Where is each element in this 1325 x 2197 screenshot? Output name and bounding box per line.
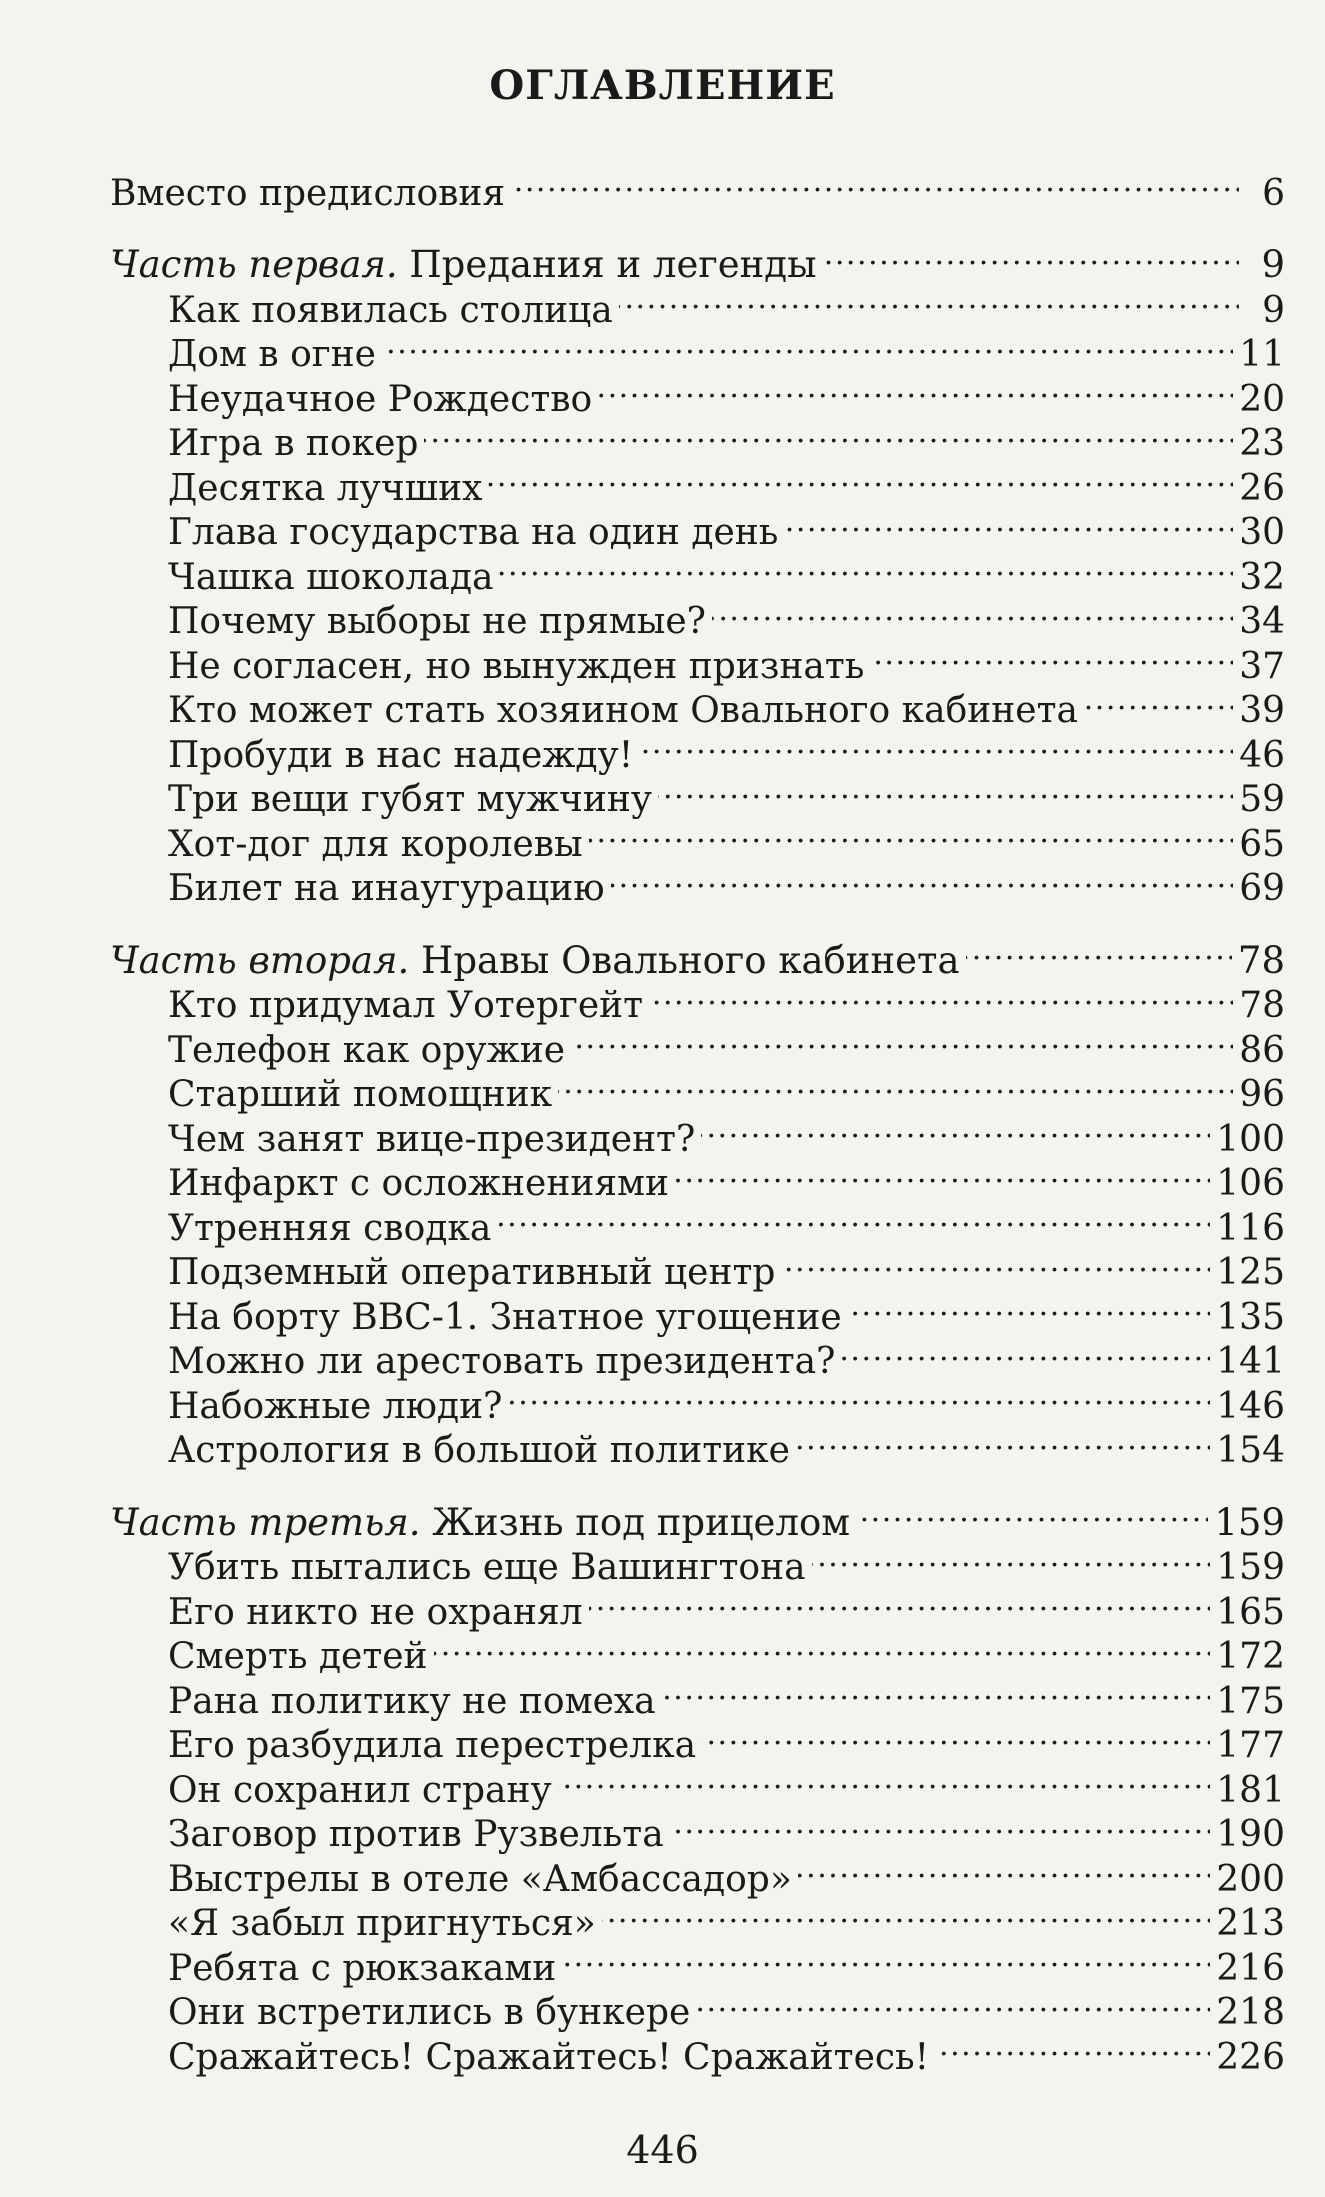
toc-entry-title	[168, 1207, 491, 1252]
toc-entry-label: Кто может стать хозяином Овального кабинета	[168, 690, 1078, 731]
toc-page-number: 69	[1239, 868, 1285, 909]
toc-entry-label: Заговор против Рузвельта	[168, 1814, 664, 1855]
toc-entry-label: Сражайтесь! Сражайтесь! Сражайтесь!	[168, 2036, 930, 2078]
toc-page-number: 154	[1216, 1430, 1285, 1471]
toc-entry-title	[168, 1073, 552, 1118]
dot-leader	[639, 722, 1233, 767]
dot-leader	[812, 1535, 1211, 1580]
dot-leader	[856, 1490, 1208, 1535]
dot-leader	[571, 1017, 1233, 1062]
toc-page-number: 32	[1239, 556, 1285, 598]
dot-leader	[499, 544, 1233, 589]
toc-entry-title	[168, 1635, 428, 1680]
toc-entry-label: Его никто не охранял	[168, 1591, 583, 1633]
toc-page-number: 26	[1239, 467, 1285, 509]
dot-leader	[675, 1151, 1210, 1196]
toc-entry-title	[168, 1118, 695, 1163]
toc-page-number: 165	[1216, 1591, 1285, 1633]
toc-entry-title	[168, 1029, 565, 1074]
toc-page-number: 181	[1216, 1769, 1285, 1811]
toc-page-number: 65	[1239, 823, 1285, 865]
toc-page-number: 46	[1239, 734, 1285, 776]
dot-leader	[658, 767, 1233, 812]
toc-entry-label: Как появилась столица	[168, 289, 613, 331]
toc-entry-title	[168, 645, 864, 690]
dot-leader	[1084, 678, 1233, 723]
toc-entry-label: Набожные люди?	[168, 1385, 503, 1427]
toc-page-number: 30	[1239, 512, 1285, 553]
toc-entry-title	[168, 422, 418, 467]
toc-page-number: 177	[1216, 1725, 1285, 1766]
toc-entry-label: Его разбудила перестрелка	[168, 1725, 697, 1766]
toc-entry-label: Ребята с рюкзаками	[168, 1947, 557, 1989]
toc-entry-label: Они встретились в бункере	[168, 1992, 691, 2033]
toc-page-number: 6	[1262, 172, 1285, 214]
dot-leader	[870, 633, 1233, 678]
dot-leader	[781, 1240, 1210, 1285]
toc-page-number: 34	[1239, 601, 1285, 642]
toc-page-number: 39	[1239, 690, 1285, 731]
dot-leader	[434, 1624, 1211, 1669]
toc-entry-label: Неудачное Рождество	[168, 378, 593, 420]
toc-entry-label: На борту ВВС-1. Знатное угощение	[168, 1296, 842, 1338]
toc-entry-title	[168, 1813, 664, 1858]
toc-entry-label: Он сохранил страну	[168, 1769, 552, 1811]
toc-page-number: 172	[1216, 1636, 1285, 1677]
toc-entry-title	[168, 467, 482, 512]
toc-page-number: 216	[1216, 1947, 1285, 1989]
toc-part-prefix: Часть первая.	[110, 243, 398, 286]
dot-leader	[798, 1846, 1210, 1891]
toc-entry-title	[168, 1769, 552, 1814]
dot-leader	[796, 1418, 1210, 1463]
page-number: 446	[626, 2128, 699, 2172]
dot-leader	[424, 411, 1233, 456]
toc-part-heading	[110, 928, 1285, 982]
toc-entry-label: Не согласен, но вынужден признать	[168, 645, 865, 687]
toc-entry-title	[168, 823, 583, 868]
toc-page-number: 37	[1239, 645, 1285, 687]
toc-entry-title	[168, 1429, 790, 1474]
toc-entry-label: «Я забыл пригнуться»	[168, 1903, 596, 1944]
toc-page-number: 190	[1216, 1814, 1285, 1855]
page-title: ОГЛАВЛЕНИЕ	[489, 62, 836, 109]
toc-entry-label: Глава государства на один день	[168, 512, 779, 553]
toc-entry-label: Нравы Овального кабинета	[421, 938, 960, 982]
toc-page-number: 213	[1216, 1903, 1285, 1944]
toc-page-number: 106	[1216, 1163, 1285, 1204]
toc-entry-label: Астрология в большой политике	[168, 1430, 790, 1471]
toc-entry-label: Билет на инаугурацию	[168, 868, 605, 909]
dot-leader	[696, 1980, 1210, 2025]
toc-part-heading	[110, 233, 1285, 286]
toc-entry-title	[168, 2036, 929, 2081]
toc-entry-label: Хот-дог для королевы	[168, 823, 583, 865]
toc-page-number: 78	[1239, 985, 1285, 1026]
toc-entry-label: Утренняя сводка	[168, 1207, 492, 1249]
dot-leader	[784, 500, 1233, 545]
dot-leader	[649, 973, 1233, 1018]
toc-page-number: 135	[1216, 1296, 1285, 1338]
toc-entry-title	[168, 600, 706, 645]
toc-entry-title	[168, 1991, 690, 2036]
toc-entry-label: Три вещи губят мужчину	[168, 779, 653, 820]
toc-entry-title	[168, 1947, 556, 1992]
dot-leader	[611, 856, 1234, 901]
toc-entry-title	[168, 734, 633, 779]
toc-page-number: 86	[1239, 1029, 1285, 1071]
toc-entry-label: Можно ли арестовать президента?	[168, 1341, 836, 1382]
toc-entry-title	[168, 556, 493, 601]
toc-entry-title	[168, 1296, 842, 1341]
toc-entry-title	[168, 1385, 502, 1430]
toc-entry-title	[110, 1501, 850, 1546]
toc-entry-label: Игра в покер	[168, 423, 419, 464]
dot-leader	[382, 322, 1233, 367]
toc-page-number: 125	[1216, 1252, 1285, 1293]
toc-page-number: 96	[1239, 1074, 1285, 1115]
dot-leader	[823, 233, 1239, 278]
toc-page-number: 141	[1216, 1341, 1285, 1382]
dot-leader	[670, 1802, 1211, 1847]
toc-entry-label: Подземный оперативный центр	[168, 1252, 776, 1293]
toc-page-number: 78	[1237, 938, 1285, 982]
toc-entry-label: Почему выборы не прямые?	[168, 601, 706, 642]
toc-entry-label: Выстрелы в отеле «Амбассадор»	[168, 1858, 792, 1900]
toc-page-number: 218	[1216, 1992, 1285, 2033]
toc-entry-label: Рана политику не помеха	[168, 1680, 656, 1722]
toc-entry-label: Кто придумал Уотергейт	[168, 985, 644, 1026]
toc-part-heading	[110, 1490, 1285, 1544]
toc-entry-title	[168, 1251, 775, 1296]
toc-entry-label: Пробуди в нас надежду!	[168, 734, 634, 776]
toc-entry-label: Инфаркт с осложнениями	[168, 1163, 670, 1204]
toc-entry-label: Смерть детей	[168, 1636, 428, 1677]
dot-leader	[841, 1329, 1210, 1374]
dot-leader	[701, 1106, 1210, 1151]
toc-entry-title	[168, 867, 605, 912]
dot-leader	[558, 1757, 1211, 1802]
toc-page-number: 11	[1239, 334, 1285, 375]
toc-page-number: 100	[1216, 1118, 1285, 1160]
toc-part-prefix: Часть третья.	[110, 1500, 421, 1544]
dot-leader	[488, 455, 1233, 500]
toc-entry-label: Чем занят вице-президент?	[168, 1118, 696, 1160]
toc-page-number: 159	[1214, 1500, 1285, 1544]
dot-leader	[702, 1713, 1210, 1758]
toc-page-number: 23	[1239, 423, 1285, 464]
toc-page-number: 116	[1216, 1207, 1285, 1249]
dot-leader	[511, 160, 1239, 205]
toc-page-number: 146	[1216, 1385, 1285, 1427]
dot-leader	[497, 1195, 1210, 1240]
dot-leader	[598, 366, 1233, 411]
toc-page-number: 226	[1216, 2036, 1285, 2078]
toc-page-number: 175	[1216, 1680, 1285, 1722]
toc-entry-title	[168, 778, 652, 823]
toc-page-number: 9	[1262, 289, 1285, 331]
toc-page-number: 9	[1261, 243, 1285, 286]
table-of-contents	[110, 160, 1285, 2078]
toc-entry	[110, 160, 1285, 214]
toc-entry-label: Вместо предисловия	[110, 172, 506, 214]
toc-entry-title	[168, 333, 376, 378]
toc-entry-label: Жизнь под прицелом	[432, 1500, 851, 1544]
dot-leader	[589, 811, 1233, 856]
toc-entry-label: Дом в огне	[168, 334, 376, 375]
toc-entry-label: Телефон как оружие	[168, 1029, 566, 1071]
dot-leader	[602, 1891, 1211, 1936]
toc-entry-title	[168, 1902, 596, 1947]
dot-leader	[848, 1284, 1211, 1329]
dot-leader	[619, 277, 1239, 322]
toc-page-number: 159	[1216, 1547, 1285, 1588]
toc-page-number: 59	[1239, 779, 1285, 820]
dot-leader	[508, 1373, 1210, 1418]
dot-leader	[562, 1935, 1210, 1980]
toc-page-number: 200	[1216, 1858, 1285, 1900]
toc-page-number: 20	[1239, 378, 1285, 420]
toc-entry-label: Убить пытались еще Вашингтона	[168, 1547, 806, 1588]
toc-entry-title	[110, 172, 505, 217]
dot-leader	[558, 1062, 1233, 1107]
dot-leader	[966, 928, 1232, 973]
toc-entry-label: Чашка шоколада	[168, 556, 494, 598]
toc-entry-label: Десятка лучших	[168, 467, 483, 509]
dot-leader	[662, 1668, 1211, 1713]
toc-entry-title	[168, 1680, 656, 1725]
dot-leader	[935, 2024, 1210, 2069]
toc-entry-label: Старший помощник	[168, 1074, 553, 1115]
toc-part-prefix: Часть вторая.	[110, 938, 410, 982]
dot-leader	[712, 589, 1233, 634]
toc-entry-label: Предания и легенды	[409, 243, 817, 286]
dot-leader	[589, 1579, 1211, 1624]
